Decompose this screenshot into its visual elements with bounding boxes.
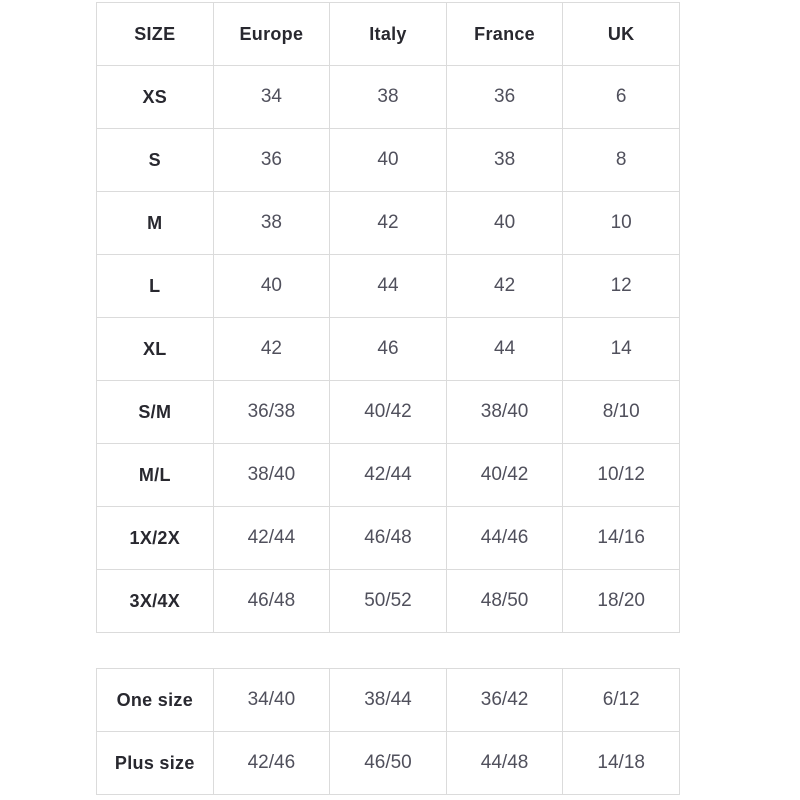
value-cell: 36/42 — [446, 669, 563, 732]
special-sizes-table — [96, 668, 680, 795]
row-label-cell: 1X/2X — [97, 507, 214, 570]
value-cell: 14 — [563, 318, 680, 381]
value-cell: 46/48 — [330, 507, 447, 570]
value-cell: 48/50 — [446, 570, 563, 633]
column-header: UK — [563, 3, 680, 66]
value-cell: 18/20 — [563, 570, 680, 633]
table-row — [97, 507, 680, 570]
value-cell: 42/44 — [330, 444, 447, 507]
table-row — [97, 669, 680, 732]
table-row — [97, 66, 680, 129]
value-cell: 44 — [446, 318, 563, 381]
table-row — [97, 570, 680, 633]
value-cell: 46/48 — [213, 570, 330, 633]
value-cell: 14/18 — [563, 732, 680, 795]
value-cell: 36/38 — [213, 381, 330, 444]
value-cell: 50/52 — [330, 570, 447, 633]
size-conversion-table — [96, 2, 680, 633]
value-cell: 44/46 — [446, 507, 563, 570]
value-cell: 36 — [446, 66, 563, 129]
value-cell: 42 — [446, 255, 563, 318]
value-cell: 14/16 — [563, 507, 680, 570]
table-row — [97, 255, 680, 318]
value-cell: 42 — [213, 318, 330, 381]
value-cell: 6/12 — [563, 669, 680, 732]
value-cell: 46 — [330, 318, 447, 381]
value-cell: 40 — [330, 129, 447, 192]
column-header: Europe — [213, 3, 330, 66]
value-cell: 34/40 — [213, 669, 330, 732]
row-label-cell: 3X/4X — [97, 570, 214, 633]
value-cell: 8 — [563, 129, 680, 192]
row-label-cell: M/L — [97, 444, 214, 507]
value-cell: 40/42 — [330, 381, 447, 444]
row-label-cell: XL — [97, 318, 214, 381]
value-cell: 44 — [330, 255, 447, 318]
table-row — [97, 732, 680, 795]
value-cell: 40/42 — [446, 444, 563, 507]
table-row — [97, 129, 680, 192]
value-cell: 42/46 — [213, 732, 330, 795]
value-cell: 6 — [563, 66, 680, 129]
value-cell: 42 — [330, 192, 447, 255]
row-label-cell: L — [97, 255, 214, 318]
table-row — [97, 192, 680, 255]
value-cell: 38 — [213, 192, 330, 255]
row-label-cell: S/M — [97, 381, 214, 444]
value-cell: 44/48 — [446, 732, 563, 795]
value-cell: 38 — [446, 129, 563, 192]
column-header: France — [446, 3, 563, 66]
special-sizes-body — [97, 669, 680, 795]
row-label-cell: S — [97, 129, 214, 192]
value-cell: 42/44 — [213, 507, 330, 570]
value-cell: 10/12 — [563, 444, 680, 507]
table-row — [97, 444, 680, 507]
table-row — [97, 318, 680, 381]
value-cell: 8/10 — [563, 381, 680, 444]
value-cell: 38/44 — [330, 669, 447, 732]
value-cell: 38 — [330, 66, 447, 129]
value-cell: 40 — [213, 255, 330, 318]
header-row — [97, 3, 680, 66]
value-cell: 40 — [446, 192, 563, 255]
value-cell: 36 — [213, 129, 330, 192]
row-label-cell: Plus size — [97, 732, 214, 795]
row-label-cell: One size — [97, 669, 214, 732]
size-table-body — [97, 66, 680, 633]
column-header: Italy — [330, 3, 447, 66]
value-cell: 10 — [563, 192, 680, 255]
row-label-cell: XS — [97, 66, 214, 129]
value-cell: 46/50 — [330, 732, 447, 795]
value-cell: 38/40 — [446, 381, 563, 444]
value-cell: 34 — [213, 66, 330, 129]
column-header: SIZE — [97, 3, 214, 66]
table-row — [97, 381, 680, 444]
row-label-cell: M — [97, 192, 214, 255]
size-table-header — [97, 3, 680, 66]
value-cell: 12 — [563, 255, 680, 318]
value-cell: 38/40 — [213, 444, 330, 507]
